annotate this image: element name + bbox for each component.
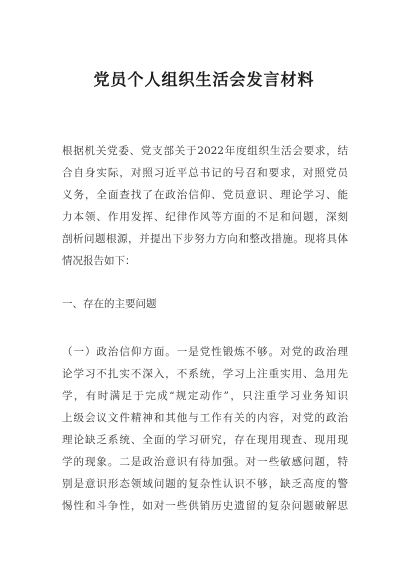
intro-paragraph	[62, 140, 348, 272]
intro-line: 力本领、作用发挥、纪律作风等方面的不足和问题，深刻	[62, 211, 348, 223]
section-heading	[62, 293, 348, 315]
intro-line: 情况报告如下：	[62, 255, 136, 267]
intro-line: 合自身实际，对照习近平总书记的号召和要求，对照党员	[62, 167, 348, 179]
section-line: 学，有时满足于完成“规定动作”，只注重学习业务知识	[62, 390, 348, 402]
document-title: 党员个人组织生活会发言材料	[93, 70, 315, 89]
section-line: 论学习不扎实不深入，不系统，学习上注重实用、急用先	[62, 368, 348, 380]
section-line: 别是意识形态领域问题的复杂性认识不够，缺乏高度的警	[62, 478, 348, 490]
section-line: 上级会议文件精神和其他与工作有关的内容，对党的政治	[62, 412, 348, 424]
intro-line: 根据机关党委、党支部关于2022年度组织生活会要求，结	[62, 145, 348, 157]
section-line: （一）政治信仰方面。一是党性锻炼不够。对党的政治理	[62, 346, 348, 358]
intro-line: 剖析问题根源，并提出下步努力方向和整改措施。现将具体	[62, 233, 348, 245]
section-line: 惕性和斗争性，如对一些供销历史遗留的复杂问题破解思	[62, 500, 348, 512]
section-paragraph	[62, 341, 348, 517]
section-heading-text: 一、存在的主要问题	[62, 298, 157, 310]
section-line: 学的现象。二是政治意识有待加强。对一些敏感问题，特	[62, 456, 348, 468]
intro-line: 义务，全面查找了在政治信仰、党员意识、理论学习、能	[62, 189, 348, 201]
section-line: 理论缺乏系统、全面的学习研究，存在现用现查、现用现	[62, 434, 348, 446]
